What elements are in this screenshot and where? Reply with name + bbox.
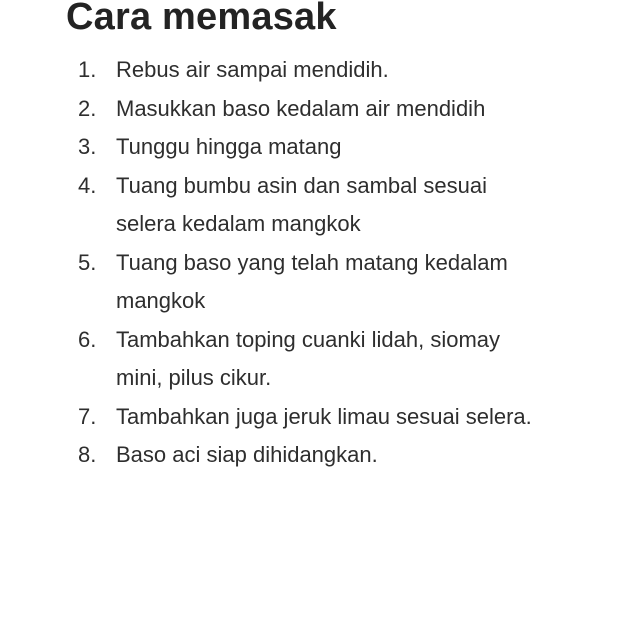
list-item-step-4 bbox=[78, 167, 548, 244]
list-item-step-5 bbox=[78, 244, 548, 321]
step-number: 5. bbox=[78, 249, 97, 275]
step-text: Masukkan baso kedalam air mendidih bbox=[116, 95, 486, 121]
list-item-step-6 bbox=[78, 321, 548, 398]
list-item-step-2 bbox=[78, 90, 548, 129]
step-number: 8. bbox=[78, 442, 97, 467]
step-text: Rebus air sampai mendidih. bbox=[116, 57, 389, 82]
list-item-step-3 bbox=[78, 128, 548, 167]
step-text: Tunggu hingga matang bbox=[116, 134, 342, 159]
step-number: 1. bbox=[78, 57, 97, 82]
step-number: 3. bbox=[78, 134, 97, 159]
step-number: 4. bbox=[78, 172, 97, 198]
step-text: Tuang baso yang telah matang kedalam mangkok bbox=[116, 249, 508, 313]
step-text: Tambahkan toping cuanki lidah, siomay mini, pilus cikur. bbox=[116, 326, 501, 390]
page-title: Cara memasak bbox=[66, 0, 337, 38]
step-text: Baso aci siap dihidangkan. bbox=[116, 442, 378, 467]
list-item-step-7 bbox=[78, 398, 548, 437]
step-number: 6. bbox=[78, 326, 97, 352]
step-number: 2. bbox=[78, 95, 97, 121]
step-text: Tambahkan juga jeruk limau sesuai selera. bbox=[116, 403, 532, 429]
step-text: Tuang bumbu asin dan sambal sesuai selera kedalam mangkok bbox=[116, 172, 487, 236]
list-item-step-8 bbox=[78, 436, 548, 475]
list-item-step-1 bbox=[78, 51, 548, 90]
cooking-steps-list bbox=[78, 51, 548, 475]
step-number: 7. bbox=[78, 403, 97, 429]
